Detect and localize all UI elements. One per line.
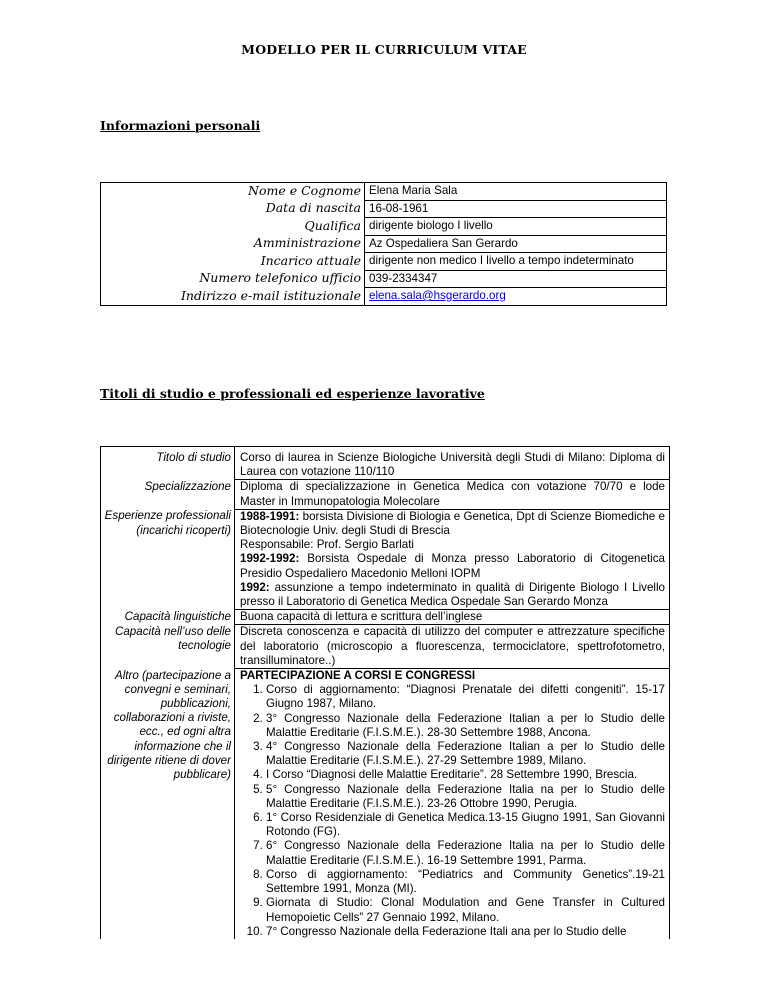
field-label: Data di nascita (101, 200, 365, 218)
table-row (101, 669, 670, 939)
field-label: Nome e Cognome (101, 183, 365, 201)
list-item: 6. 1° Corso Residenziale di Genetica Medica.13-15 Giugno 1991, San Giovanni Rotondo (FG). (266, 811, 665, 839)
experience-years: 1992-1992: (240, 552, 300, 566)
field-value: 039-2334347 (365, 270, 667, 288)
table-row (101, 610, 670, 625)
field-label: Specializzazione (101, 480, 235, 509)
list-item: 4. I Corso “Diagnosi delle Malattie Ereditarie”. 28 Settembre 1990, Brescia. (266, 768, 665, 782)
page-title: MODELLO PER IL CURRICULUM VITAE (241, 42, 527, 57)
field-label: Incarico attuale (101, 253, 365, 271)
field-value: Buona capacità di lettura e scrittura dell’inglese (235, 610, 670, 625)
field-value: Discreta conoscenza e capacità di utilizzo del computer e attrezzature specifiche del laboratorio (microscopio a fluorescenza, termociclatore, spettrofotometro, transilluminatore..) (235, 625, 670, 669)
table-row (101, 625, 670, 669)
field-label: Titolo di studio (101, 447, 235, 480)
field-value (235, 669, 670, 939)
field-value (235, 509, 670, 609)
list-item: 7. 6° Congresso Nazionale della Federazione Italia na per lo Studio delle Malattie Ereditarie (F.I.S.M.E.). 16-19 Settembre 1991, Parma. (266, 839, 665, 867)
field-label: Capacità linguistiche (101, 610, 235, 625)
list-item: 1. Corso di aggiornamento: “Diagnosi Prenatale dei difetti congeniti”. 15-17 Giugno 1987, Milano. (266, 683, 665, 711)
table-row (101, 253, 667, 271)
table-row (101, 200, 667, 218)
email-link[interactable]: elena.sala@hsgerardo.org (369, 289, 506, 302)
experience-supervisor: Responsabile: Prof. Sergio Barlati (240, 538, 414, 552)
field-value: Corso di laurea in Scienze Biologiche Università degli Studi di Milano: Diploma di Laurea con votazione 110/110 (235, 447, 670, 480)
table-row (101, 447, 670, 480)
field-value: 16-08-1961 (365, 200, 667, 218)
experience-years: 1992: (240, 580, 270, 594)
experience-entry (240, 581, 665, 609)
field-label: Altro (partecipazione a convegni e seminari, pubblicazioni, collaborazioni a riviste, ecc., ed ogni altra informazione che il dirigente ritiene di dover pubblicare) (101, 669, 235, 939)
list-item: 8. Corso di aggiornamento: “Pediatrics and Community Genetics”.19-21 Settembre 1991, Monza (MI). (266, 868, 665, 896)
table-row (101, 509, 670, 609)
list-item: 2. 3° Congresso Nazionale della Federazione Italian a per lo Studio delle Malattie Ereditarie (F.I.S.M.E.). 28-30 Settembre 1988, Ancona. (266, 712, 665, 740)
table-row (101, 288, 667, 306)
list-item: 10. 7° Congresso Nazionale della Federazione Itali ana per lo Studio delle (266, 925, 665, 939)
field-value: dirigente biologo I livello (365, 218, 667, 236)
congress-list (240, 683, 665, 939)
table-row (101, 235, 667, 253)
list-item: 9. Giornata di Studio: Clonal Modulation and Gene Transfer in Cultured Hemopoietic Cells” 27 Gennaio 1992, Milano. (266, 896, 665, 924)
list-item: 3. 4° Congresso Nazionale della Federazione Italian a per lo Studio delle Malattie Ereditarie (F.I.S.M.E.). 27-29 Settembre 1989, Milano. (266, 740, 665, 768)
experience-entry (240, 552, 665, 580)
field-value: Diploma di specializzazione in Genetica Medica con votazione 70/70 e lode Master in Immunopatologia Molecolare (235, 480, 670, 509)
experience-years: 1988-1991: (240, 509, 300, 523)
table-row (101, 480, 670, 509)
field-label: Capacità nell’uso delle tecnologie (101, 625, 235, 669)
career-table (100, 446, 670, 939)
field-value (365, 288, 667, 306)
congress-heading: PARTECIPAZIONE A CORSI E CONGRESSI (240, 669, 476, 683)
section-heading-personal: Informazioni personali (100, 118, 261, 133)
field-value: Az Ospedaliera San Gerardo (365, 235, 667, 253)
table-row (101, 218, 667, 236)
experience-entry (240, 510, 665, 538)
field-label: Qualifica (101, 218, 365, 236)
experience-text: Borsista Ospedale di Monza presso Laboratorio di Citogenetica Presidio Ospedaliero Macedonio Melloni IOPM (240, 552, 665, 580)
table-row (101, 270, 667, 288)
list-item: 5. 5° Congresso Nazionale della Federazione Italia na per lo Studio delle Malattie Ereditarie (F.I.S.M.E.). 23-26 Ottobre 1990, Perugia. (266, 783, 665, 811)
table-row (101, 183, 667, 201)
personal-info-table (100, 182, 667, 306)
experience-text: borsista Divisione di Biologia e Genetica, Dpt di Scienze Biomediche e Biotecnologie Univ. degli Studi di Brescia (240, 509, 665, 538)
field-label: Indirizzo e-mail istituzionale (101, 288, 365, 306)
experience-text: assunzione a tempo indeterminato in qualità di Dirigente Biologo I Livello presso il Laboratorio di Genetica Medica Ospedale San Gerardo Monza (240, 580, 665, 609)
field-value: Elena Maria Sala (365, 183, 667, 201)
field-label: Amministrazione (101, 235, 365, 253)
field-label: Numero telefonico ufficio (101, 270, 365, 288)
section-heading-career: Titoli di studio e professionali ed esperienze lavorative (100, 386, 485, 401)
field-value: dirigente non medico I livello a tempo indeterminato (365, 253, 667, 271)
field-label: Esperienze professionali (incarichi ricoperti) (101, 509, 235, 609)
